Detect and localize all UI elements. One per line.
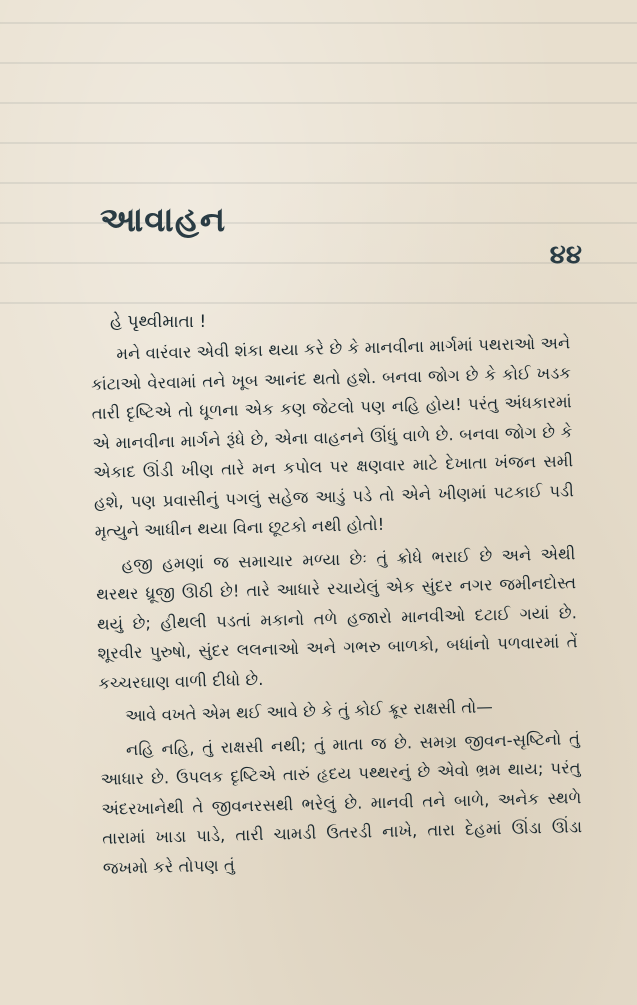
salutation: હે પૃથ્વીમાતા ! xyxy=(110,312,207,332)
body-text xyxy=(90,328,583,887)
paragraph-2: હજી હમણાં જ સમાચાર મળ્યા છેઃ તું ક્રોધે ભરાઈ છે અને એથી થરથર ધ્રૂજી ઊઠી છે! તારે આધારે રચાયેલું એક સુંદર નગર જમીનદોસ્ત થયું છે; હીથલી પડતાં મકાનો તળે હજારો માનવીઓ દટાઈ ગયાં છે. શૂરવીર પુરુષો, સુંદર લલનાઓ અને ગભરુ બાળકો, બધાંનો પળવારમાં તેં કચ્ચરઘાણ વાળી દીધો છે. xyxy=(95,543,578,693)
chapter-title: આવાહન xyxy=(100,200,227,240)
paragraph-4: નહિ નહિ, તું રાક્ષસી નથી; તું માતા જ છે. સમગ્ર જીવન-સૃષ્ટિનો તું આધાર છે. ઉપલક દૃષ્ટિએ તારું હૃદય પથ્થરનું છે એવો ભ્રમ થાય; પરંતુ અંદરખાનેથી તે જીવનરસથી ભરેલું છે. માનવી તને બાળે, અનેક સ્થળે તારામાં ખાડા પાડે, તારી ચામડી ઉતરડી નાખે, તારા દેહમાં ઊંડા ઊંડા જખમો કરે તોપણ તું xyxy=(100,728,583,878)
paragraph-3: આવે વખતે એમ થઈ આવે છે કે તું કોઈ ક્રૂર રાક્ષસી તો— xyxy=(124,697,494,726)
paragraph-1: મને વારંવાર એવી શંકા થયા કરે છે કે માનવીના માર્ગમાં પથરાઓ અને કાંટાઓ વેરવામાં તને ખૂબ આનંદ થતો હશે. બનવા જોગ છે કે કોઈ ખડક તારી દૃષ્ટિએ તો ધૂળના એક કણ જેટલો પણ નહિ હોય! પરંતુ અંધકારમાં એ માનવીના માર્ગને રૂંધે છે, એના વાહનને ઊંધું વાળે છે. બનવા જોગ છે કે એકાદ ઊંડી ખીણ તારે મન કપોલ પર ક્ષણવાર માટે દેખાતા ખંજન સમી હશે, પણ પ્રવાસીનું પગલું સહેજ આડું પડે તો એને ખીણમાં પટકાઈ પડી મૃત્યુને આધીન થયા વિના છૂટકો નથી હોતો! xyxy=(90,333,575,541)
chapter-number: ૪૪ xyxy=(549,240,582,270)
show-through-text xyxy=(0,0,637,340)
